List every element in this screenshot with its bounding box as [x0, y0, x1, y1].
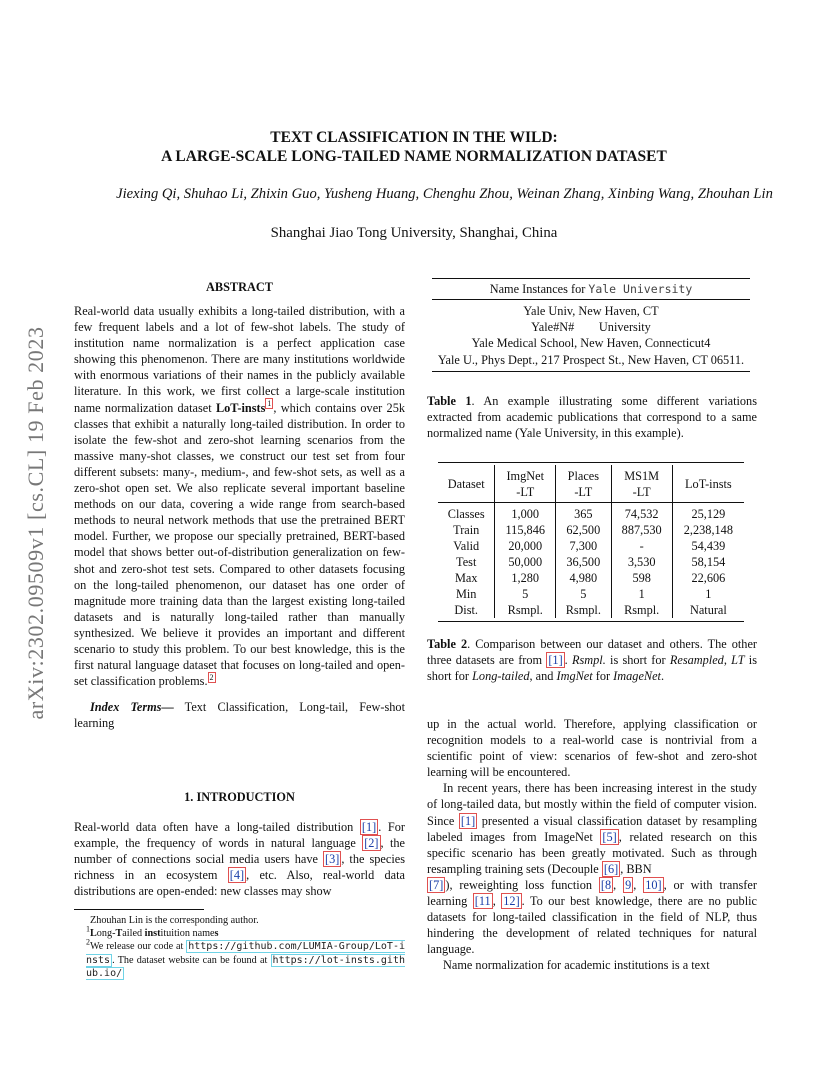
- index-terms-label: Index Terms—: [90, 700, 174, 715]
- introduction-section: [74, 790, 405, 899]
- intro-continued: [427, 716, 757, 974]
- table2-cell: 25,129: [672, 503, 744, 522]
- index-terms: Index Terms— Text Classification, Long-tail, Few-shot learning: [74, 700, 405, 731]
- table2-cell: 7,300: [556, 538, 611, 554]
- table2-header-cell: LoT-insts: [672, 465, 744, 503]
- citation-link[interactable]: [7]: [429, 877, 444, 892]
- citation-link[interactable]: [3]: [324, 852, 340, 867]
- table2-cell: Test: [456, 555, 477, 569]
- title-line-2: A LARGE-SCALE LONG-TAILED NAME NORMALIZATION DATASET: [161, 148, 667, 165]
- table2-cell: -: [611, 538, 672, 554]
- table2-cell: 50,000: [495, 554, 556, 570]
- table2-cell: 1,280: [495, 570, 556, 586]
- citation-link[interactable]: 12]: [503, 894, 520, 909]
- table2-bottom-rule: [438, 621, 744, 622]
- table2-header-rule: [438, 502, 744, 503]
- table2-cell: 62,500: [556, 522, 611, 538]
- table2-cell: 20,000: [495, 538, 556, 554]
- comparison-table: [438, 465, 744, 618]
- table2-cell: Train: [453, 523, 480, 537]
- table2-cell: Rsmpl.: [495, 602, 556, 618]
- table2-caption: Table 2. Comparison between our dataset and others. The other three datasets are from [1] . Rsmpl. is short for Resampled, LT is short for Long-tailed, and ImgNet for ImageNet.: [427, 637, 758, 684]
- citation-link[interactable]: [1]: [460, 813, 476, 828]
- table1-row: Yale#N# University: [531, 320, 651, 335]
- abstract-heading: ABSTRACT: [206, 280, 273, 294]
- table1-top-rule: [432, 278, 750, 279]
- citation-link[interactable]: [1]: [361, 820, 377, 834]
- introduction-heading: 1. INTRODUCTION: [184, 790, 295, 804]
- arxiv-id: arXiv:2302.09509v1 [cs.CL] 19 Feb 2023: [23, 326, 48, 720]
- table1-row: Yale Univ, New Haven, CT: [523, 304, 659, 318]
- title-line-1: TEXT CLASSIFICATION IN THE WILD:: [270, 129, 558, 146]
- footnote-link-2[interactable]: 2: [209, 673, 214, 683]
- table2-cell: Rsmpl.: [611, 602, 672, 618]
- table2-row: [438, 538, 744, 554]
- website-url-link[interactable]: https://lot-insts.github.io/: [86, 954, 405, 979]
- table2-row: [438, 503, 744, 522]
- abstract-section: [74, 280, 405, 731]
- table2-row: [438, 554, 744, 570]
- citation-link[interactable]: [5]: [602, 829, 617, 844]
- table2-cell: 2,238,148: [672, 522, 744, 538]
- table2-cell: 74,532: [611, 503, 672, 522]
- table2-header-cell: Places -LT: [556, 465, 611, 503]
- table2-row: [438, 522, 744, 538]
- table2-cell: Min: [455, 587, 477, 601]
- author-list: Jiexing Qi, Shuhao Li, Zhixin Guo, Yusheng Huang, Chenghu Zhou, Weinan Zhang, Xinbing Wang, Zhouhan Lin: [116, 186, 773, 202]
- citation-link[interactable]: 9: [625, 877, 632, 892]
- table2-cell: Classes: [447, 507, 485, 521]
- table2-row: [438, 602, 744, 618]
- table2-header-cell: ImgNet -LT: [495, 465, 556, 503]
- table2-cell: 4,980: [556, 570, 611, 586]
- citation-link[interactable]: [6]: [603, 861, 619, 876]
- body-paragraph-1: up in the actual world. Therefore, applying classification or recognition models to a real-world case is nontrivial from a scientific point of view: scenarios of few-shot and zero-shot learning will be encountered.: [427, 717, 757, 780]
- table2-cell: 3,530: [611, 554, 672, 570]
- citation-link[interactable]: [1]: [548, 653, 563, 668]
- table2-cell: 36,500: [556, 554, 611, 570]
- table1-mid-rule: [432, 299, 750, 300]
- table1-row: Yale Medical School, New Haven, Connecticut4: [471, 336, 711, 351]
- body-paragraph-2: In recent years, there has been increasing interest in the study of long-tailed data, but mostly within the field of computer vision. Since [1] presented a visual classification dataset by resampling labeled images from ImageNet [5] , related research on this specific scenario has been greatly motivated. Such as through resampling training sets (Decouple [6] , BBN [7] ), reweighting loss function [8 , 9 , 10] , or with transfer learning [11 , 12] . To our best knowledge, there are no public datasets for long-tailed classification in the field of NLP, thus hindering the development of related techniques for natural language.: [427, 781, 758, 957]
- citation-link[interactable]: 10]: [645, 877, 662, 892]
- table2-cell: 1,000: [495, 503, 556, 522]
- table2-row: [438, 586, 744, 602]
- table2-header-cell: MS1M -LT: [611, 465, 672, 503]
- table2-cell: Rsmpl.: [556, 602, 611, 618]
- footnote-2: $^2$We release our code at https://github.com/LUMIA-Group/LoT-insts . The dataset website can be found at https://lot-insts.github.io/: [86, 938, 405, 979]
- citation-link[interactable]: [11: [474, 894, 491, 909]
- abstract-text: Real-world data usually exhibits a long-tailed distribution, with a few frequent labels and a lot of few-shot labels. The study of institution name normalization is a perfect application case showing this phenomenon. There are many institutions worldwide with enormous variations of their names in the publicly available literature. In this work, we first collect a large-scale institution name normalization dataset LoT-insts $^1$ , which contains over 25k classes that exhibit a naturally long-tailed distribution. In order to isolate the few-shot and zero-shot learning scenarios from the massive many-shot classes, we construct our test set from four different subsets: many-, medium-, and few-shot sets, as well as a zero-shot open set. We also replicate several important baseline methods on our data, covering a wide range from search-based methods to neural network methods that use the pretrained BERT model. Further, we propose our specially pretrained, BERT-based model that shows better out-of-distribution generalization on few-shot and zero-shot test sets. Compared to other datasets focusing on the long-tailed phenomenon, our dataset has one order of magnitude more training data than the largest existing long-tailed datasets and is naturally long-tailed rather than manually synthesized. We believe it provides an important and different scenario to study this problem. To our best knowledge, this is the first natural language dataset that focuses on long-tailed and open-set classification problems. $^2$: [74, 304, 405, 689]
- table2-cell: Natural: [672, 602, 744, 618]
- table1-caption-label: Table 1: [427, 394, 472, 408]
- affiliation: Shanghai Jiao Tong University, Shanghai, China: [270, 225, 558, 241]
- citation-link[interactable]: [2]: [364, 836, 379, 851]
- table2-cell: 58,154: [672, 554, 744, 570]
- table1-bottom-rule: [432, 371, 750, 372]
- footnotes: [74, 914, 405, 980]
- code-url-link[interactable]: https://github.com/LUMIA-Group/LoT-insts: [86, 941, 405, 966]
- table1-row: Yale U., Phys Dept., 217 Prospect St., New Haven, CT 06511.: [437, 352, 745, 367]
- table2-cell: 887,530: [611, 522, 672, 538]
- table2-cell: 5: [495, 586, 556, 602]
- table2-header-cell: Dataset: [447, 477, 485, 491]
- table2-cell: 1: [611, 586, 672, 602]
- table2-cell: Valid: [453, 539, 480, 553]
- table2-cell: 22,606: [672, 570, 744, 586]
- table2-top-rule: [438, 462, 744, 463]
- table2-cell: 365: [556, 503, 611, 522]
- table2-cell: 54,439: [672, 538, 744, 554]
- table2-cell: 598: [611, 570, 672, 586]
- table2-cell: 115,846: [495, 522, 556, 538]
- table1-caption: Table 1. An example illustrating some different variations extracted from academic publications that correspond to a same normalized name (Yale University, in this example).: [427, 394, 757, 441]
- table1-header-name: Yale University: [588, 282, 693, 296]
- footnote-1: $^1$Long-Tailed instituition names: [86, 924, 219, 940]
- table2: [438, 465, 744, 618]
- citation-link[interactable]: [8: [600, 877, 612, 892]
- footnote-link-1[interactable]: 1: [267, 399, 272, 409]
- paper-title: [80, 128, 748, 166]
- table2-row: [438, 570, 744, 586]
- table1-header: Name Instances for Yale University: [489, 282, 693, 296]
- arxiv-stamp: [20, 288, 52, 758]
- table1-rows: [432, 303, 750, 368]
- table2-cell: Dist.: [454, 603, 478, 617]
- table2-cell: 1: [672, 586, 744, 602]
- dataset-name: LoT-insts: [215, 400, 266, 415]
- intro-paragraph: Real-world data often have a long-tailed distribution [1] . For example, the frequency of words in natural language [2] , the number of connections social media users have [3] , the species richness in an ecosystem [4] , etc. Also, real-world data distributions are open-ended: new classes may show: [74, 820, 406, 899]
- table2-caption-label: Table 2: [427, 637, 468, 651]
- table2-cell: 5: [556, 586, 611, 602]
- body-paragraph-3: Name normalization for academic institutions is a text: [443, 958, 710, 973]
- table2-cell: Max: [454, 571, 478, 585]
- citation-link[interactable]: [4]: [229, 868, 245, 883]
- footnote-divider: [74, 909, 204, 910]
- footnote-corresponding: Zhouhan Lin is the corresponding author.: [90, 915, 259, 926]
